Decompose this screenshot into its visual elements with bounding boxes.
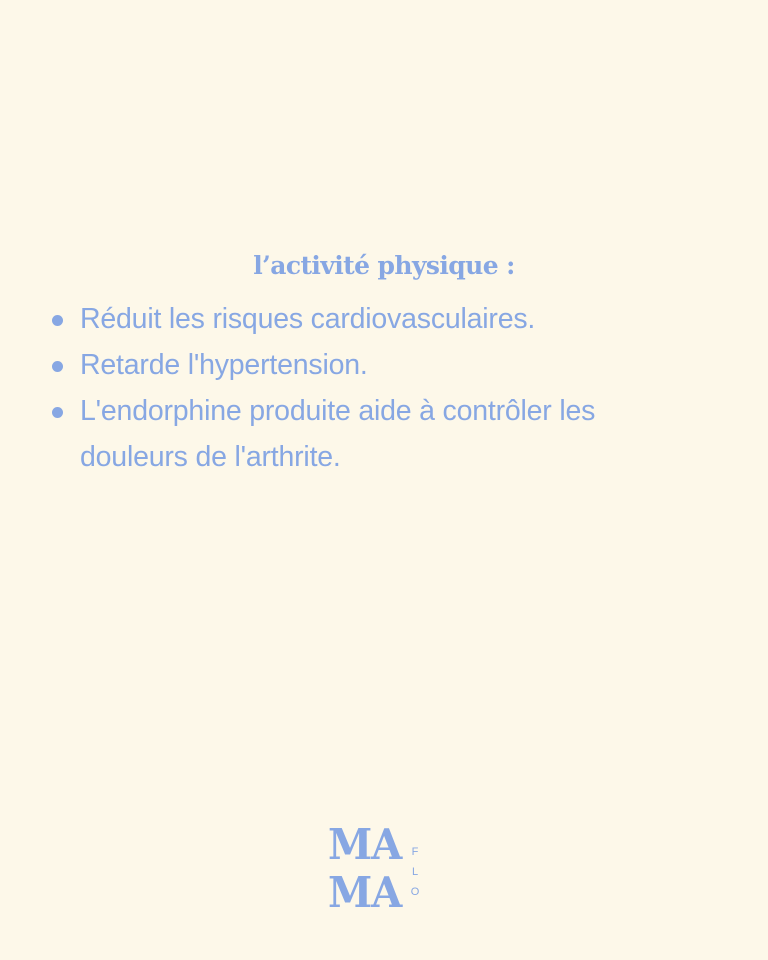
mama-flo-logo (328, 819, 428, 918)
page-heading: l’activité physique : (253, 251, 515, 280)
list-item-text: Retarde l'hypertension. (80, 349, 368, 381)
logo-side-letter: O (410, 886, 420, 898)
bullet-icon (52, 315, 63, 326)
main-content (0, 248, 768, 480)
logo-side-letters (408, 844, 422, 900)
benefits-list (0, 296, 768, 480)
list-item-text: L'endorphine produite aide à contrôler les douleurs de l'arthrite. (80, 395, 596, 473)
bullet-icon (52, 361, 63, 372)
bullet-icon (52, 407, 63, 418)
logo-line-1: MA (328, 819, 402, 870)
list-item-text: Réduit les risques cardiovasculaires. (80, 303, 536, 335)
list-item (0, 296, 768, 342)
logo-side-letter: L (411, 866, 419, 878)
logo-side-letter: F (411, 846, 419, 858)
logo-line-2: MA (328, 867, 402, 918)
list-item (0, 388, 768, 480)
list-item (0, 342, 768, 388)
